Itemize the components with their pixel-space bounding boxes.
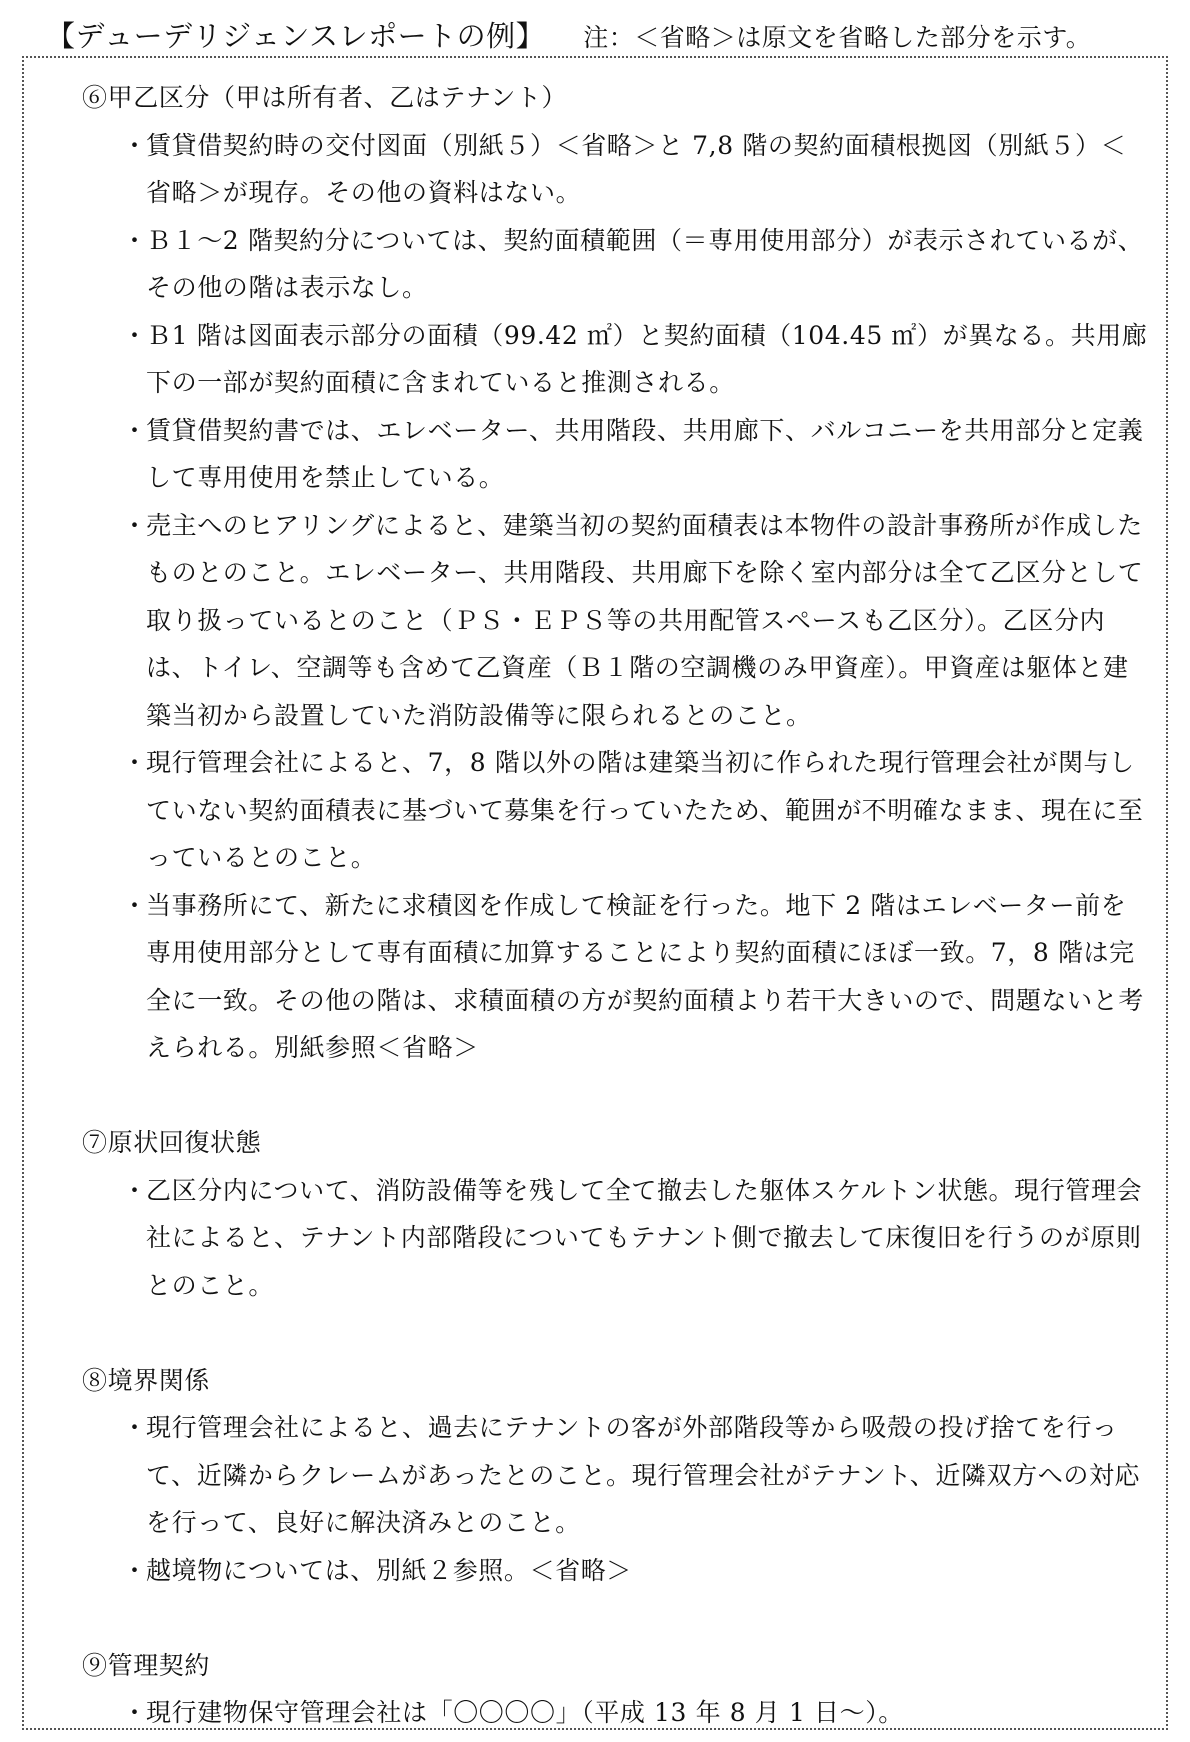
omission-note: 注：＜省略＞は原文を省略した部分を示す。 <box>583 23 1092 52</box>
bullet-item <box>82 407 1148 502</box>
section-6-ownership-division <box>82 74 1148 1072</box>
bullet-text: 現行管理会社によると、7，8 階以外の階は建築当初に作られた現行管理会社が関与していない契約面積表に基づいて募集を行っていたため、範囲が不明確なまま、現在に至っているとのこと。 <box>146 748 1144 872</box>
bullet-item <box>82 502 1148 740</box>
bullet-mark: ・ <box>122 320 148 350</box>
bullet-text: 売主へのヒアリングによると、建築当初の契約面積表は本物件の設計事務所が作成したものとのこと。エレベーター、共用階段、共用廊下を除く室内部分は全て乙区分として取り扱っているとのこと（ＰＳ・ＥＰＳ等の共用配管スペースも乙区分）。乙区分内は、トイレ、空調等も含めて乙資産（Ｂ１階の空調機のみ甲資産）。甲資産は躯体と建築当初から設置していた消防設備等に限られるとのこと。 <box>146 510 1144 730</box>
bullet-text: 賃貸借契約書では、エレベーター、共用階段、共用廊下、バルコニーを共用部分と定義して専用使用を禁止している。 <box>146 415 1144 492</box>
bullet-mark: ・ <box>122 890 148 920</box>
section-heading: ⑥甲乙区分（甲は所有者、乙はテナント） <box>82 83 568 112</box>
bullet-mark: ・ <box>122 130 148 160</box>
bullet-text: 現行建物保守管理会社は「〇〇〇〇」（平成 13 年 8 月 1 日～）。 <box>146 1698 904 1727</box>
bullet-mark: ・ <box>122 415 148 445</box>
bullet-text: Ｂ1 階は図面表示部分の面積（99.42 ㎡）と契約面積（104.45 ㎡）が異なる。共用廊下の一部が契約面積に含まれていると推測される。 <box>146 320 1148 397</box>
bullet-item <box>82 1404 1148 1547</box>
bullet-mark: ・ <box>122 225 148 255</box>
report-header <box>46 14 1156 58</box>
section-9-management-contract <box>82 1642 1148 1737</box>
bullet-item <box>82 1167 1148 1310</box>
bullet-text: 現行管理会社によると、過去にテナントの客が外部階段等から吸殻の投げ捨てを行って、近隣からクレームがあったとのこと。現行管理会社がテナント、近隣双方への対応を行って、良好に解決済みとのこと。 <box>146 1413 1141 1537</box>
report-body <box>82 74 1148 1737</box>
bullet-item <box>82 217 1148 312</box>
report-title: 【デューデリジェンスレポートの例】 <box>46 19 546 53</box>
bullet-item <box>82 1689 1148 1737</box>
bullet-text: 越境物については、別紙２参照。＜省略＞ <box>146 1555 632 1585</box>
bullet-text: 当事務所にて、新たに求積図を作成して検証を行った。地下 2 階はエレベーター前を専用使用部分として専有面積に加算することにより契約面積にほぼ一致。7，8 階は完全に一致。その他の階は、求積面積の方が契約面積より若干大きいので、問題ないと考えられる。別紙参照＜省略＞ <box>146 890 1144 1062</box>
bullet-mark: ・ <box>122 1698 148 1727</box>
section-heading: ⑧境界関係 <box>82 1365 211 1395</box>
bullet-item <box>82 1547 1148 1595</box>
bullet-item <box>82 312 1148 407</box>
section-heading: ⑨管理契約 <box>82 1650 211 1680</box>
bullet-text: Ｂ１～2 階契約分については、契約面積範囲（＝専用使用部分）が表示されているが、その他の階は表示なし。 <box>146 225 1144 302</box>
bullet-list <box>82 1689 1148 1737</box>
bullet-list <box>82 1167 1148 1310</box>
bullet-item <box>82 739 1148 882</box>
bullet-item <box>82 122 1148 217</box>
bullet-mark: ・ <box>122 1555 148 1585</box>
bullet-mark: ・ <box>122 748 148 777</box>
section-7-restoration-state <box>82 1119 1148 1309</box>
section-heading: ⑦原状回復状態 <box>82 1128 262 1157</box>
bullet-text: 賃貸借契約時の交付図面（別紙５）＜省略＞と 7,8 階の契約面積根拠図（別紙５）＜省略＞が現存。その他の資料はない。 <box>146 130 1127 207</box>
bullet-list <box>82 1404 1148 1594</box>
bullet-list <box>82 122 1148 1072</box>
bullet-mark: ・ <box>122 510 148 540</box>
bullet-item <box>82 882 1148 1072</box>
bullet-text: 乙区分内について、消防設備等を残して全て撤去した躯体スケルトン状態。現行管理会社によると、テナント内部階段についてもテナント側で撤去して床復旧を行うのが原則とのこと。 <box>146 1175 1143 1300</box>
section-8-boundary-relations <box>82 1357 1148 1595</box>
bullet-mark: ・ <box>122 1413 148 1442</box>
bullet-mark: ・ <box>122 1175 148 1205</box>
